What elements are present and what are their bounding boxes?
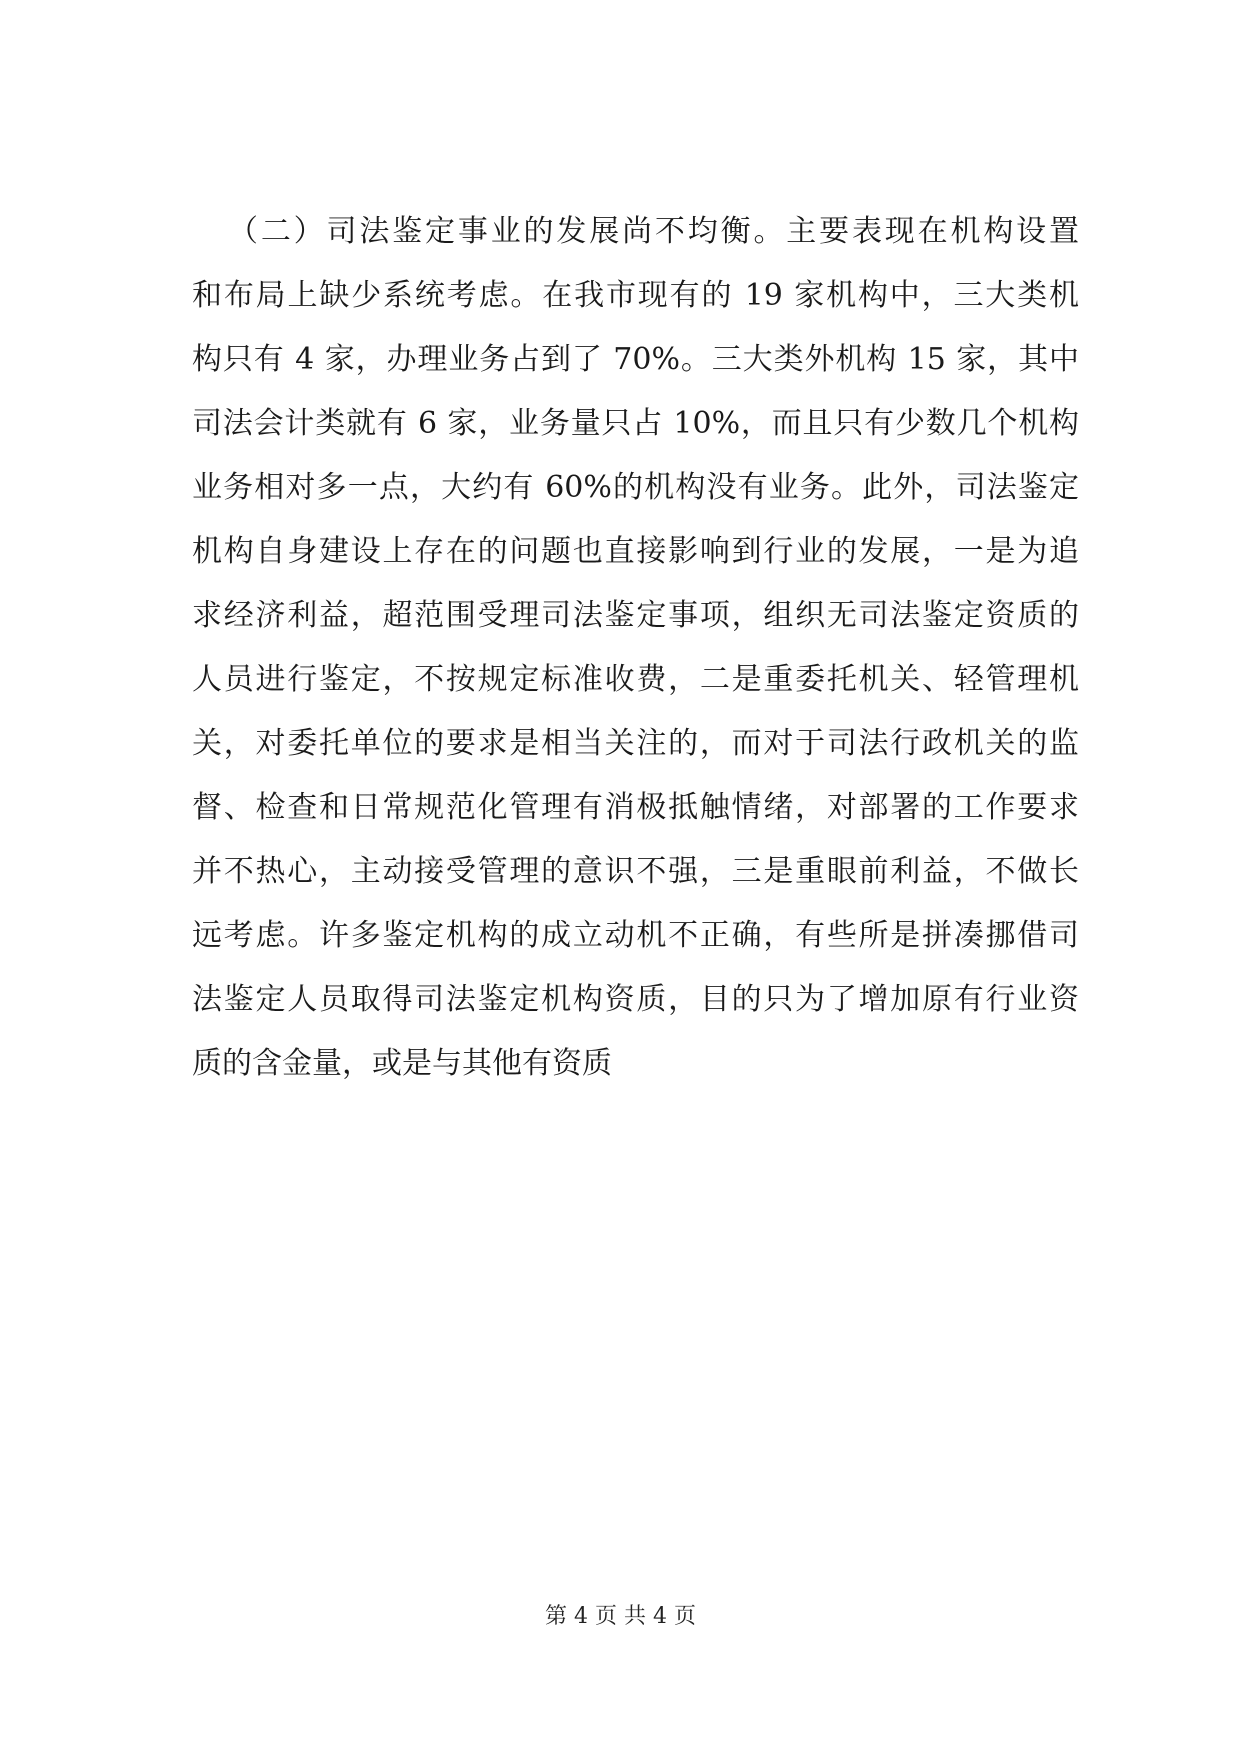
page-footer: 第 4 页 共 4 页: [545, 1604, 696, 1629]
paragraph-line: 法鉴定人员取得司法鉴定机构资质，目的只为了增加原有行业资: [192, 982, 1079, 1017]
paragraph-line: 机构自身建设上存在的问题也直接影响到行业的发展，一是为追: [192, 534, 1079, 569]
paragraph-line: 和布局上缺少系统考虑。在我市现有的 19 家机构中，三大类机: [192, 278, 1079, 313]
paragraph-line: 并不热心，主动接受管理的意识不强，三是重眼前利益，不做长: [192, 854, 1079, 889]
paragraph-line: 关，对委托单位的要求是相当关注的，而对于司法行政机关的监: [192, 726, 1079, 761]
paragraph-line: 构只有 4 家，办理业务占到了 70%。三大类外机构 15 家，其中: [192, 342, 1079, 377]
paragraph-line: 求经济利益，超范围受理司法鉴定事项，组织无司法鉴定资质的: [192, 598, 1079, 633]
body-paragraph: [192, 200, 1079, 1096]
paragraph-line: 督、检查和日常规范化管理有消极抵触情绪，对部署的工作要求: [192, 790, 1079, 825]
paragraph-line: 司法会计类就有 6 家，业务量只占 10%，而且只有少数几个机构: [192, 406, 1079, 441]
paragraph-line: （二）司法鉴定事业的发展尚不均衡。主要表现在机构设置: [228, 214, 1079, 249]
paragraph-line: 业务相对多一点，大约有 60%的机构没有业务。此外，司法鉴定: [192, 470, 1079, 505]
paragraph-line: 远考虑。许多鉴定机构的成立动机不正确，有些所是拼凑挪借司: [192, 918, 1079, 953]
paragraph-line: 质的含金量，或是与其他有资质: [192, 1046, 612, 1081]
paragraph-line: 人员进行鉴定，不按规定标准收费，二是重委托机关、轻管理机: [192, 662, 1079, 697]
